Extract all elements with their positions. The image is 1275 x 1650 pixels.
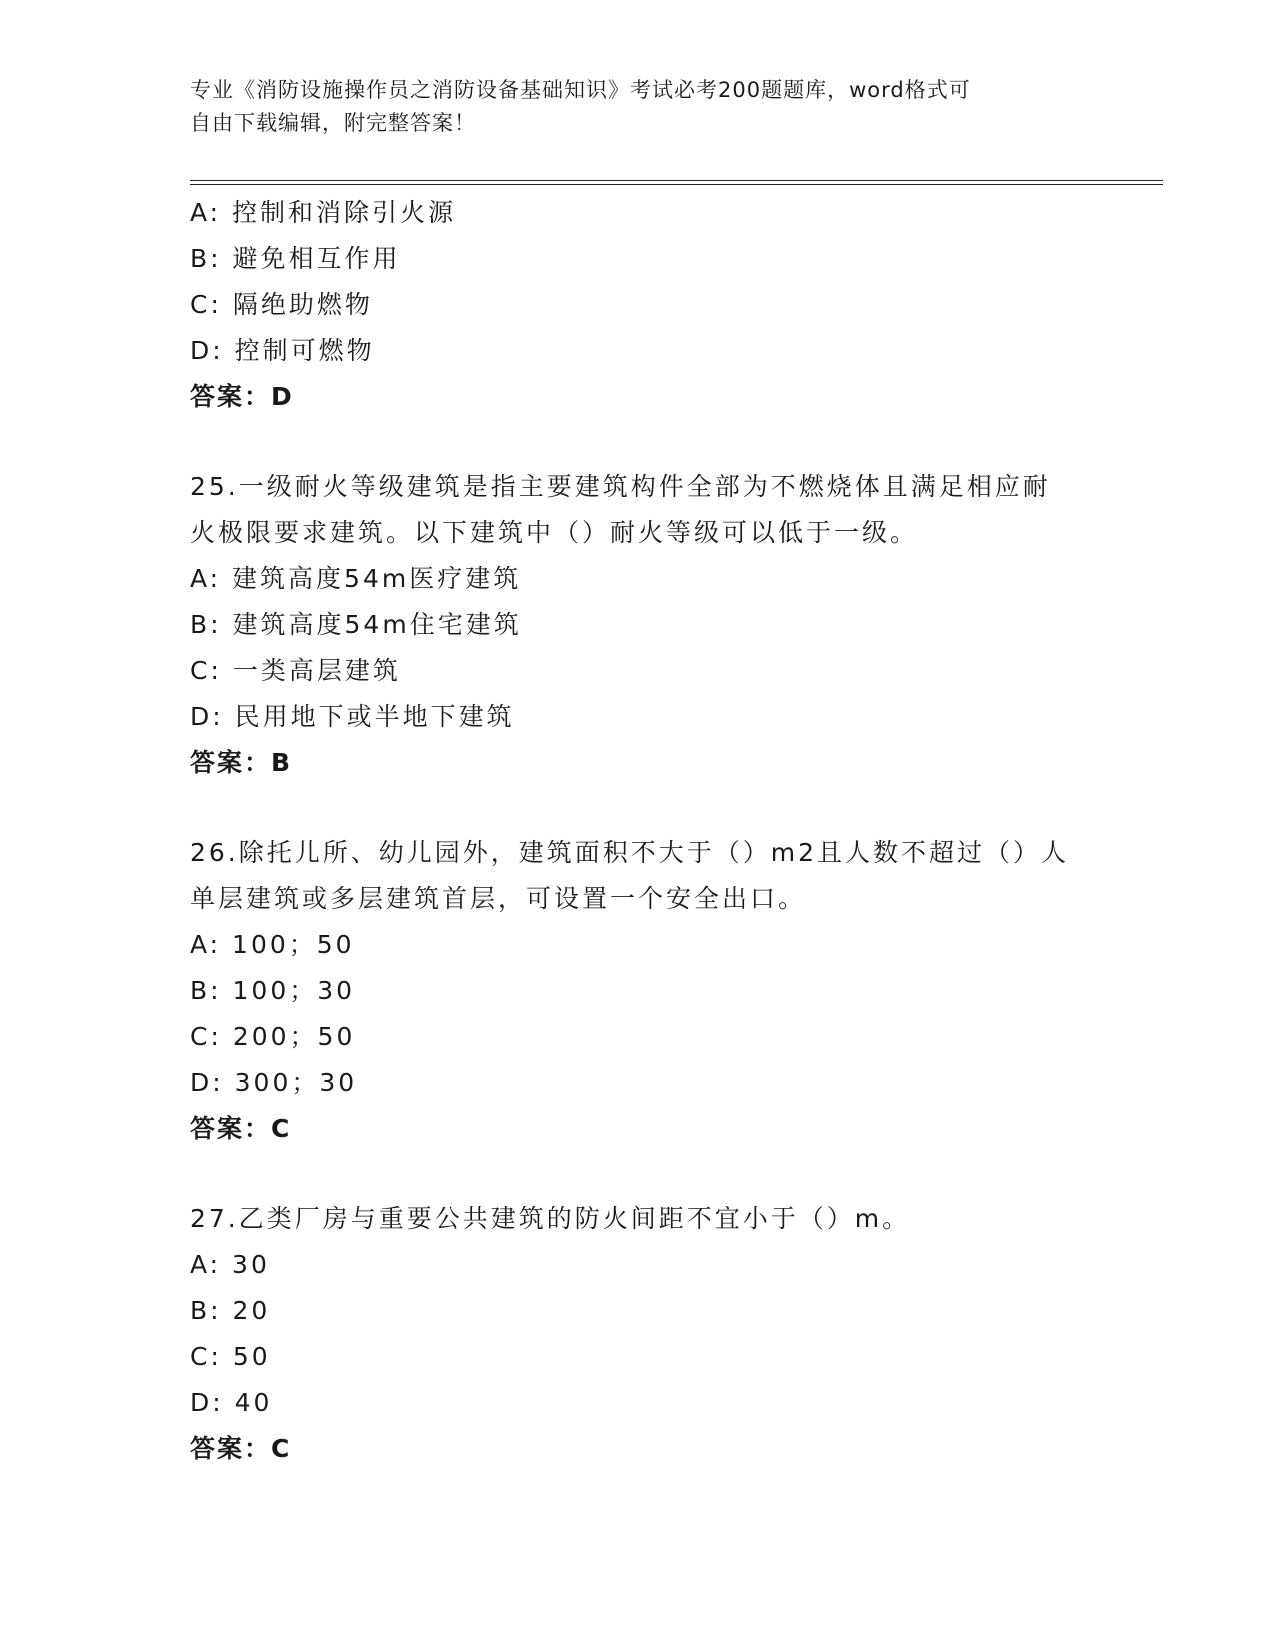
option-text: 50 xyxy=(232,1342,271,1371)
option-b xyxy=(190,1288,1090,1334)
header-line-1: 专业《消防设施操作员之消防设备基础知识》考试必考200题题库，word格式可 xyxy=(190,78,971,102)
option-letter: A: xyxy=(190,1250,222,1279)
answer-line: 答案：C xyxy=(190,1114,292,1143)
option-letter: C: xyxy=(190,1342,222,1371)
option-text: 控制和消除引火源 xyxy=(232,198,457,227)
option-letter: C: xyxy=(190,1022,222,1051)
question-stem-line-2: 火极限要求建筑。以下建筑中（）耐火等级可以低于一级。 xyxy=(190,518,919,547)
document-header xyxy=(190,74,1090,140)
prev-question-block xyxy=(190,190,1090,420)
option-letter: B: xyxy=(190,976,222,1005)
option-d xyxy=(190,694,1090,740)
option-c xyxy=(190,648,1090,694)
option-letter: D: xyxy=(190,336,224,365)
option-c xyxy=(190,1014,1090,1060)
option-text: 40 xyxy=(234,1388,273,1417)
option-text: 100；30 xyxy=(232,976,356,1005)
question-25 xyxy=(190,464,1090,786)
option-d xyxy=(190,1380,1090,1426)
option-letter: C: xyxy=(190,656,222,685)
option-c xyxy=(190,1334,1090,1380)
header-divider-top xyxy=(190,180,1163,181)
option-text: 避免相互作用 xyxy=(232,244,401,273)
option-b xyxy=(190,602,1090,648)
option-letter: A: xyxy=(190,564,222,593)
option-text: 300；30 xyxy=(234,1068,358,1097)
option-d xyxy=(190,328,1090,374)
option-a xyxy=(190,922,1090,968)
option-text: 民用地下或半地下建筑 xyxy=(234,702,515,731)
option-letter: B: xyxy=(190,244,222,273)
option-text: 隔绝助燃物 xyxy=(232,290,373,319)
header-divider-bottom xyxy=(190,184,1163,185)
option-a xyxy=(190,190,1090,236)
option-letter: C: xyxy=(190,290,222,319)
option-letter: A: xyxy=(190,198,222,227)
option-letter: D: xyxy=(190,1068,224,1097)
option-a xyxy=(190,1242,1090,1288)
option-letter: D: xyxy=(190,1388,224,1417)
option-letter: A: xyxy=(190,930,222,959)
option-b xyxy=(190,236,1090,282)
question-list xyxy=(190,190,1090,1472)
option-text: 控制可燃物 xyxy=(234,336,375,365)
option-text: 建筑高度54m住宅建筑 xyxy=(232,610,522,639)
header-line-2: 自由下载编辑，附完整答案！ xyxy=(190,111,476,135)
option-c xyxy=(190,282,1090,328)
option-text: 30 xyxy=(232,1250,270,1279)
question-stem-line-1: 26.除托儿所、幼儿园外，建筑面积不大于（）m2且人数不超过（）人 xyxy=(190,838,1070,867)
answer-line: 答案：B xyxy=(190,748,293,777)
option-text: 200；50 xyxy=(232,1022,356,1051)
question-stem-line-1: 27.乙类厂房与重要公共建筑的防火间距不宜小于（）m。 xyxy=(190,1204,911,1233)
option-text: 20 xyxy=(232,1296,271,1325)
option-d xyxy=(190,1060,1090,1106)
answer-line: 答案：D xyxy=(190,382,294,411)
question-27 xyxy=(190,1196,1090,1472)
option-letter: B: xyxy=(190,1296,222,1325)
option-text: 一类高层建筑 xyxy=(232,656,401,685)
option-text: 建筑高度54m医疗建筑 xyxy=(232,564,522,593)
option-text: 100；50 xyxy=(232,930,355,959)
question-stem-line-1: 25.一级耐火等级建筑是指主要建筑构件全部为不燃烧体且满足相应耐 xyxy=(190,472,1051,501)
option-letter: D: xyxy=(190,702,224,731)
option-letter: B: xyxy=(190,610,222,639)
answer-line: 答案：C xyxy=(190,1434,292,1463)
question-26 xyxy=(190,830,1090,1152)
option-b xyxy=(190,968,1090,1014)
option-a xyxy=(190,556,1090,602)
question-stem-line-2: 单层建筑或多层建筑首层，可设置一个安全出口。 xyxy=(190,884,807,913)
